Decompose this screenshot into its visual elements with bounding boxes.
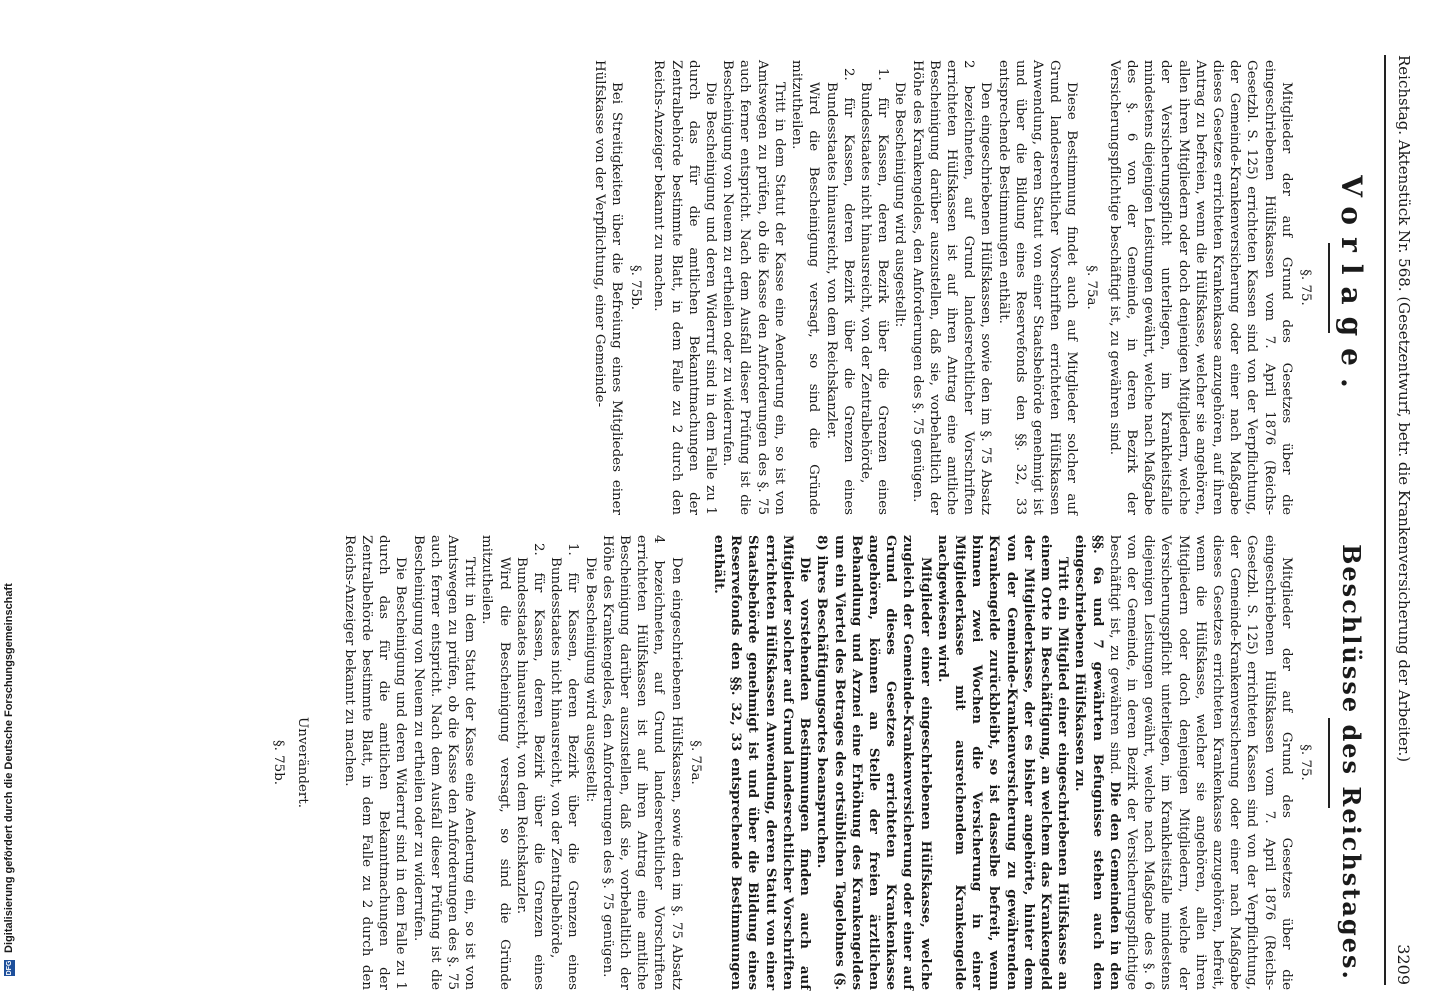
column-vorlage — [591, 60, 1372, 515]
digitization-credit-strip — [0, 0, 18, 1000]
header-rule — [1384, 55, 1386, 985]
page-number: 3209 — [1394, 944, 1413, 985]
dfg-logo: DFG — [5, 960, 13, 976]
paragraph: Die Bescheinigung und deren Widerruf sind in dem Falle zu 1 durch das für die amtlichen Bekanntmachungen der Zentralbehörde bestimmte Blatt, in dem Falle zu 2 durch den Reichs-Anzeiger bekannt zu machen. — [341, 535, 409, 990]
column-title: Beschlüsse des Reichstages. — [1337, 544, 1366, 981]
section-heading: §. 75b. — [628, 264, 644, 311]
paragraph: Tritt in dem Statut der Kasse eine Aenderung ein, so ist von Amtswegen zu prüfen, ob die Kasse den Anforderungen des §. 75 auch ferner entspricht. Nach dem Ausfall dieser Prüfung ist die Bescheinigung von Neuem zu ertheilen oder zu widerrufen. — [720, 60, 787, 515]
section-heading: §. 75b. — [271, 739, 287, 786]
paragraph: Mitglieder der auf Grund des Gesetzes über die eingeschriebenen Hülfskassen vom 7. April 1876 (Reichs-Gesetzbl. S. 125) errichteten Kassen sind von der Verpflichtung, der Gemeinde-Krankenversicherung oder einer nach Maßgabe dieses Gesetzes errichteten Krankenkasse anzugehören, auf ihren Antrag zu befreien, wenn die Hülfskasse, welcher sie angehören, allen ihren Mitgliedern oder doch denjenigen Mitgliedern, welche der Versicherungspflicht unterliegen, im Krankheitsfalle mindestens diejenigen Leistungen gewährt, welche nach Maßgabe des §. 6 von der Gemeinde, in deren Bezirk der Versicherungspflichtige beschäftigt ist, zu gewähren sind. — [1106, 60, 1294, 515]
amended-paragraph: Tritt ein Mitglied einer eingeschriebenen Hülfskasse an einem Orte in Beschäftigung, an welchem das Krankengeld der Mitgliederkasse, der es bisher angehörte, hinter dem von der Gemeinde-Krankenversicherung zu gewährenden Krankengelde zurückbleibt, so ist dasselbe befreit, wenn binnen zwei Wochen die Versicherung in einer Mitgliederkasse mit ausreichendem Krankengelde nachgewiesen wird. — [934, 535, 1072, 990]
paragraph: Die Bescheinigung und deren Widerruf sind in dem Falle zu 1 durch das für die amtlichen Bekanntmachungen der Zentralbehörde bestimmte Blatt, in dem Falle zu 2 durch den Reichs-Anzeiger bekannt zu machen. — [651, 60, 719, 515]
paragraph: Die Bescheinigung wird ausgestellt: — [582, 557, 598, 803]
amended-text: Die vorstehenden Bestimmungen finden auch auf Mitglieder solcher auf Grund landesrechtlicher Vorschriften errichteten Hülfskassen Anwendung, deren Statut von einer Staatsbehörde genehmigt ist und über die Bildung eines Reservefonds den §§. 32, 33 entsprechende Bestimmungen enthält. — [711, 535, 814, 990]
paragraph: Wird die Bescheinigung versagt, so sind die Gründe mitzutheilen. — [789, 60, 822, 515]
section-heading: §. 75. — [1298, 269, 1313, 306]
section-heading: §. 75a. — [687, 740, 703, 785]
list-item: 1. für Kassen, deren Bezirk über die Grenzen eines Bundesstaates nicht hinausreicht, von der Zentralbehörde, — [548, 543, 581, 990]
column-title: Vorlage. — [1335, 175, 1368, 400]
amended-text: Die den Gemeinden in den §§. 6a und 7 gewährten Befugnisse stehen auch den eingeschriebenen Hülfskassen zu. — [1072, 535, 1123, 990]
paragraph-text: Mitglieder der auf Grund des Gesetzes über die eingeschriebenen Hülfskassen vom 7. April 1876 (Reichs-Gesetzbl. S. 125) errichteten Kassen sind von der Verpflichtung, der Gemeinde-Krankenversicherung oder einer nach Maßgabe dieses Gesetzes errichteten Krankenkasse anzugehören, befreit, wenn die Hülfskasse, welcher sie angehören, allen ihren Mitgliedern oder doch denjenigen Mitgliedern, welche der Versicherungspflicht unterliegen, im Krankheitsfalle mindestens diejenigen Leistungen gewährt, welche nach Maßgabe des §. 6 von der Gemeinde, in deren Bezirk der Versicherungspflichtige beschäftigt ist, zu gewähren sind. — [1106, 535, 1294, 990]
paragraph: Den eingeschriebenen Hülfskassen, sowie den im §. 75 Absatz 2 bezeichneten, auf Grund landesrechtlicher Vorschriften errichteten Hülfskassen ist auf ihren Antrag eine amtliche Bescheinigung darüber auszustellen, daß sie, vorbehaltlich der Höhe des Krankengeldes, den Anforderungen des §. 75 genügen. — [909, 60, 994, 515]
paragraph: Bei Streitigkeiten über die Befreiung eines Mitgliedes einer Hülfskasse von der Verpflichtung, einer Gemeinde- — [591, 60, 625, 515]
paragraph: Diese Bestimmung findet auch auf Mitglieder solcher auf Grund landesrechtlicher Vorschriften errichteten Hülfskassen Anwendung, deren Statut von einer Staatsbehörde genehmigt ist und über die Bildung eines Reservefonds den §§. 32, 33 entsprechende Bestimmungen enthält. — [995, 60, 1080, 515]
paragraph: Tritt in dem Statut der Kasse eine Aenderung ein, so ist von Amtswegen zu prüfen, ob die Kasse den Anforderungen des §. 75 auch ferner entspricht. Nach dem Ausfall dieser Prüfung ist die Bescheinigung von Neuem zu ertheilen oder zu widerrufen. — [410, 535, 478, 990]
list-item: 1. für Kassen, deren Bezirk über die Grenzen eines Bundesstaates nicht hinausreicht, von der Zentralbehörde, — [857, 68, 891, 515]
list-item: 2. für Kassen, deren Bezirk über die Grenzen eines Bundesstaates hinausreicht, von dem Reichskanzler. — [823, 68, 856, 515]
scanned-page — [30, 0, 1432, 1000]
unchanged-note: Unverändert. — [294, 717, 310, 808]
paragraph: Wird die Bescheinigung versagt, so sind die Gründe mitzutheilen. — [479, 535, 512, 990]
list-item: 2. für Kassen, deren Bezirk über die Grenzen eines Bundesstaates hinausreicht, von dem Reichskanzler. — [513, 543, 547, 990]
column-beschluesse — [268, 535, 1372, 990]
paragraph — [710, 535, 813, 990]
page-header — [1389, 55, 1417, 985]
title-rule — [1328, 243, 1330, 333]
paragraph: Den eingeschriebenen Hülfskassen, sowie den im §. 75 Absatz 4 bezeichneten, auf Grund landesrechtlicher Vorschriften errichteten Hülfskassen ist auf ihren Antrag eine amtliche Bescheinigung darüber auszustellen, daß sie, vorbehaltlich der Höhe des Krankengeldes, den Anforderungen des §. 75 genügen. — [599, 535, 684, 990]
credit-text: Digitalisierung gefördert durch die Deutsche Forschungsgemeinschaft — [3, 583, 15, 953]
running-header: Reichstag. Aktenstück Nr. 568. (Gesetzentwurf, betr. die Krankenversicherung der Arbeiter.) — [1395, 55, 1413, 763]
title-rule — [1328, 718, 1330, 808]
paragraph — [1071, 535, 1295, 990]
section-heading: §. 75a. — [1083, 265, 1099, 310]
section-heading: §. 75. — [1298, 744, 1313, 781]
paragraph: Die Bescheinigung wird ausgestellt: — [892, 82, 908, 328]
amended-paragraph: Mitglieder einer eingeschriebenen Hülfskasse, welche zugleich der Gemeinde-Krankenversicherung oder einer auf Grund dieses Gesetzes errichteten Krankenkasse angehören, können an Stelle der freien ärztlichen Behandlung und Arznei eine Erhöhung des Krankengeldes um ein Viertel des Betrages des ortsüblichen Tagelohnes (§. 8) ihres Beschäftigungsortes beanspruchen. — [814, 535, 934, 990]
